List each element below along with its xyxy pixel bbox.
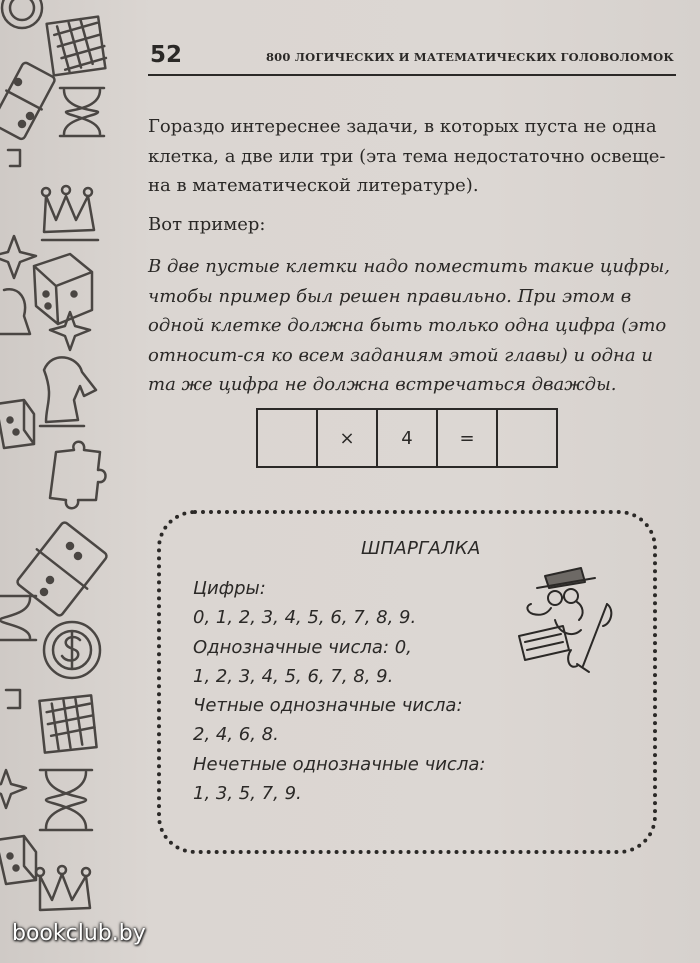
chess-knight-icon xyxy=(40,357,96,426)
paragraph-intro: Гораздо интереснее задачи, в которых пуста не одна клетка, а две или три (эта тема недостаточно освеще-на в математической литературе). xyxy=(148,116,666,196)
hourglass-icon xyxy=(0,596,36,640)
page-number: 52 xyxy=(150,42,183,68)
multiply-sign-cell: × xyxy=(318,410,378,466)
cheat-sheet-line: Четные однозначные числа: xyxy=(193,695,463,717)
chessboard-icon xyxy=(47,16,107,75)
coin-icon xyxy=(2,0,42,28)
domino-icon xyxy=(0,62,56,141)
hourglass-icon xyxy=(40,770,92,830)
star-icon xyxy=(50,312,90,350)
running-title: 800 ЛОГИЧЕСКИХ И МАТЕМАТИЧЕСКИХ ГОЛОВОЛОМОК xyxy=(265,50,674,64)
empty-cell xyxy=(498,410,556,466)
puzzle-piece-icon xyxy=(50,442,106,509)
equals-sign-cell: = xyxy=(438,410,498,466)
dollar-coin-icon xyxy=(44,622,100,678)
cheat-sheet-list xyxy=(193,574,485,808)
cheat-sheet-line: 1, 3, 5, 7, 9. xyxy=(193,783,302,805)
dice-icon xyxy=(0,836,36,884)
paragraph-task: В две пустые клетки надо поместить такие цифры, чтобы пример был решен правильно. При этом в одной клетке должна быть только одна цифра (это относит-ся ко всем заданиям этой главы) и одна и та же цифра не должна встречаться дважды. xyxy=(148,256,670,395)
professor-mascot-icon xyxy=(511,554,631,684)
paragraph-example-lead: Вот пример: xyxy=(148,214,266,235)
dice-icon xyxy=(34,254,92,324)
star-icon xyxy=(0,770,26,808)
chessboard-icon xyxy=(39,695,96,752)
cheat-sheet-line: Однозначные числа: 0, xyxy=(193,636,412,658)
cheat-sheet-box xyxy=(157,510,657,854)
cheat-sheet-line: 1, 2, 3, 4, 5, 6, 7, 8, 9. xyxy=(193,665,394,687)
page-header xyxy=(148,40,676,76)
crown-icon xyxy=(36,866,90,910)
cheat-sheet-title: ШПАРГАЛКА xyxy=(361,538,481,559)
star-icon xyxy=(0,236,36,278)
digit-four-cell: 4 xyxy=(378,410,438,466)
cheat-sheet-line: 2, 4, 6, 8. xyxy=(193,724,279,746)
cheat-sheet-line: 0, 1, 2, 3, 4, 5, 6, 7, 8, 9. xyxy=(193,607,417,629)
watermark: bookclub.by xyxy=(12,921,146,946)
puzzle-equation xyxy=(256,408,558,468)
cheat-sheet-line: Цифры: xyxy=(193,578,266,599)
cheat-sheet-line: Нечетные однозначные числа: xyxy=(193,753,486,775)
hourglass-icon xyxy=(60,88,104,136)
empty-cell xyxy=(258,410,318,466)
chess-knight-icon xyxy=(0,289,30,334)
crown-icon xyxy=(42,186,98,240)
dice-icon xyxy=(0,400,34,448)
margin-decoration xyxy=(0,0,118,963)
